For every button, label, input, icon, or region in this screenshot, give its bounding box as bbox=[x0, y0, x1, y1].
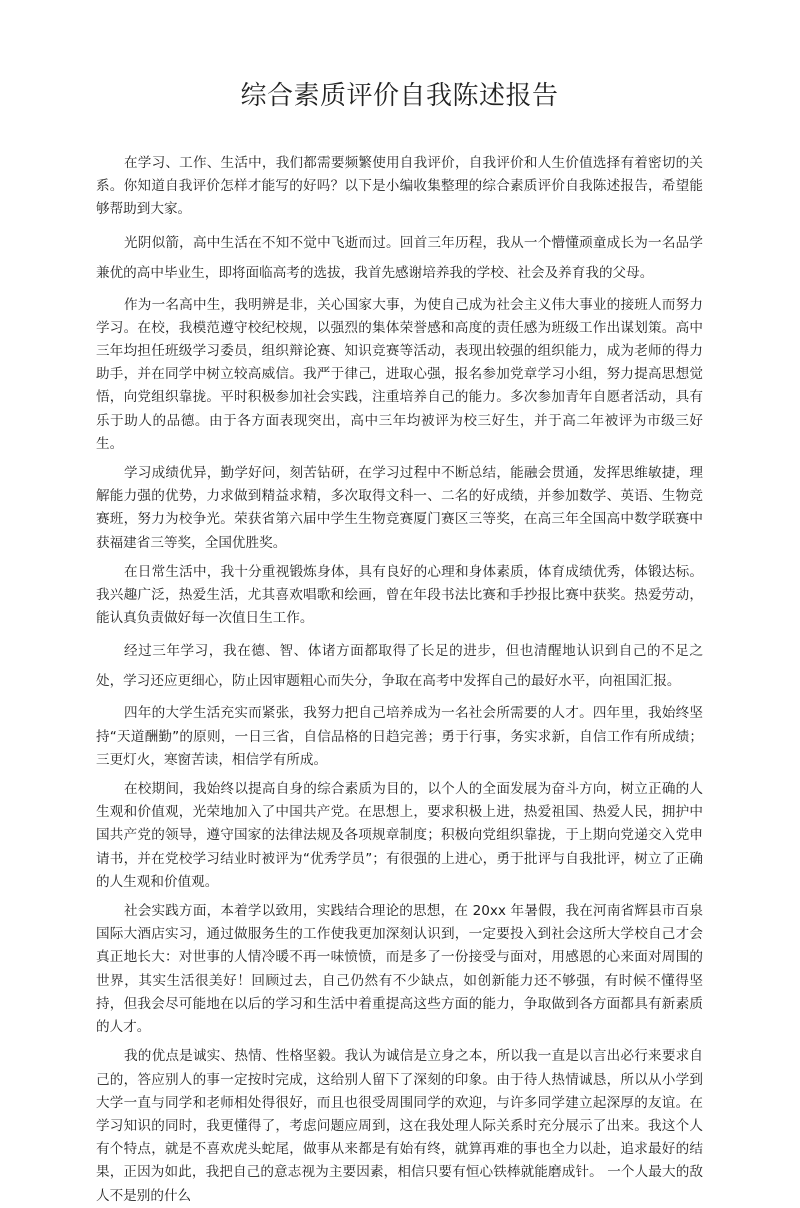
paragraph-intro: 在学习、工作、生活中，我们都需要频繁使用自我评价，自我评价和人生价值选择有着密切的关系。你知道自我评价怎样才能写的好吗？以下是小编收集整理的综合素质评价自我陈述报告，希望能够帮助到大家。 bbox=[96, 155, 703, 218]
paragraph-three-years-review: 经过三年学习，我在德、智、体诸方面都取得了长足的进步，但也清醒地认识到自己的不足之处，学习还应更细心，防止因审题粗心而失分，争取在高考中发挥自己的最好水平，向祖国汇报。 bbox=[96, 643, 703, 690]
paragraph-academic-performance: 学习成绩优异，勤学好问，刻苦钻研，在学习过程中不断总结，能融会贯通，发挥思维敏捷，理解能力强的优势，力求做到精益求精，多次取得文科一、二名的好成绩，并参加数学、英语、生物竞赛班，努力为校争光。荣获省第六届中学生生物竞赛厦门赛区三等奖，在高三年全国高中数学联赛中获福建省三等奖，全国优胜奖。 bbox=[96, 465, 703, 551]
paragraph-school-period: 在校期间，我始终以提高自身的综合素质为目的，以个人的全面发展为奋斗方向，树立正确的人生观和价值观，光荣地加入了中国共产党。在思想上，要求积极上进，热爱祖国、热爱人民，拥护中国共产党的领导，遵守国家的法律法规及各项规章制度；积极向党组织靠拢，于上期向党递交入党申请书，并在党校学习结业时被评为“优秀学员”；有很强的上进心，勇于批评与自我批评，树立了正确的人生观和价值观。 bbox=[96, 781, 703, 890]
paragraph-university-life: 四年的大学生活充实而紧张，我努力把自己培养成为一名社会所需要的人才。四年里，我始终坚持“天道酬勤”的原则，一日三省，自信品格的日趋完善；勇于行事，务实求新，自信工作有所成绩；三更灯火，寒窗苦读，相信学有所成。 bbox=[96, 705, 703, 768]
paragraph-high-school-summary: 光阴似箭，高中生活在不知不觉中飞逝而过。回首三年历程，我从一个懵懂顽童成长为一名品学兼优的高中毕业生，即将面临高考的选拔，我首先感谢培养我的学校、社会及养育我的父母。 bbox=[96, 234, 703, 281]
document-body bbox=[96, 152, 703, 1208]
document-title: 综合素质评价自我陈述报告 bbox=[240, 81, 559, 111]
paragraph-political-conduct: 作为一名高中生，我明辨是非，关心国家大事，为使自己成为社会主义伟大事业的接班人而努力学习。在校，我模范遵守校纪校规，以强烈的集体荣誉感和高度的责任感为班级工作出谋划策。高中三年均担任班级学习委员，组织辩论赛、知识竞赛等活动，表现出较强的组织能力，成为老师的得力助手，并在同学中树立较高威信。我严于律己，进取心强，报名参加党章学习小组，努力提高思想觉悟，向党组织靠拢。平时积极参加社会实践，注重培养自己的能力。多次参加青年自愿者活动，具有乐于助人的品德。由于各方面表现突出，高中三年均被评为校三好生，并于高二年被评为市级三好生。 bbox=[96, 296, 703, 452]
paragraph-strengths: 我的优点是诚实、热情、性格坚毅。我认为诚信是立身之本，所以我一直是以言出必行来要求自己的，答应别人的事一定按时完成，这给别人留下了深刻的印象。由于待人热情诚恳，所以从小学到大学一直与同学和老师相处得很好，而且也很受周围同学的欢迎，与许多同学建立起深厚的友谊。在学习知识的同时，我更懂得了，考虑问题应周到，这在我处理人际关系时充分展示了出来。我这个人有个特点，就是不喜欢虎头蛇尾，做事从来都是有始有终，就算再难的事也全力以赴，追求最好的结果，正因为如此，我把自己的意志视为主要因素，相信只要有恒心铁棒就能磨成针。 一个人最大的敌人不是别的什么 bbox=[96, 1048, 703, 1204]
paragraph-social-practice: 社会实践方面，本着学以致用，实践结合理论的思想，在 20xx 年暑假，我在河南省辉县市百泉国际大酒店实习，通过做服务生的工作使我更加深刻认识到，一定要投入到社会这所大学校自己才会真正地长大：对世事的人情冷暖不再一味愤愤，而是多了一份接受与面对，用感恩的心来面对周围的世界，其实生活很美好！回顾过去，自己仍然有不少缺点，如创新能力还不够强，有时候不懂得坚持，但我会尽可能地在以后的学习和生活中着重提高这些方面的能力，争取做到各方面都具有新素质的人才。 bbox=[96, 903, 703, 1036]
paragraph-daily-life: 在日常生活中，我十分重视锻炼身体，具有良好的心理和身体素质，体育成绩优秀，体锻达标。我兴趣广泛，热爱生活，尤其喜欢唱歌和绘画，曾在年段书法比赛和手抄报比赛中获奖。热爱劳动，能认真负责做好每一次值日生工作。 bbox=[96, 563, 703, 627]
